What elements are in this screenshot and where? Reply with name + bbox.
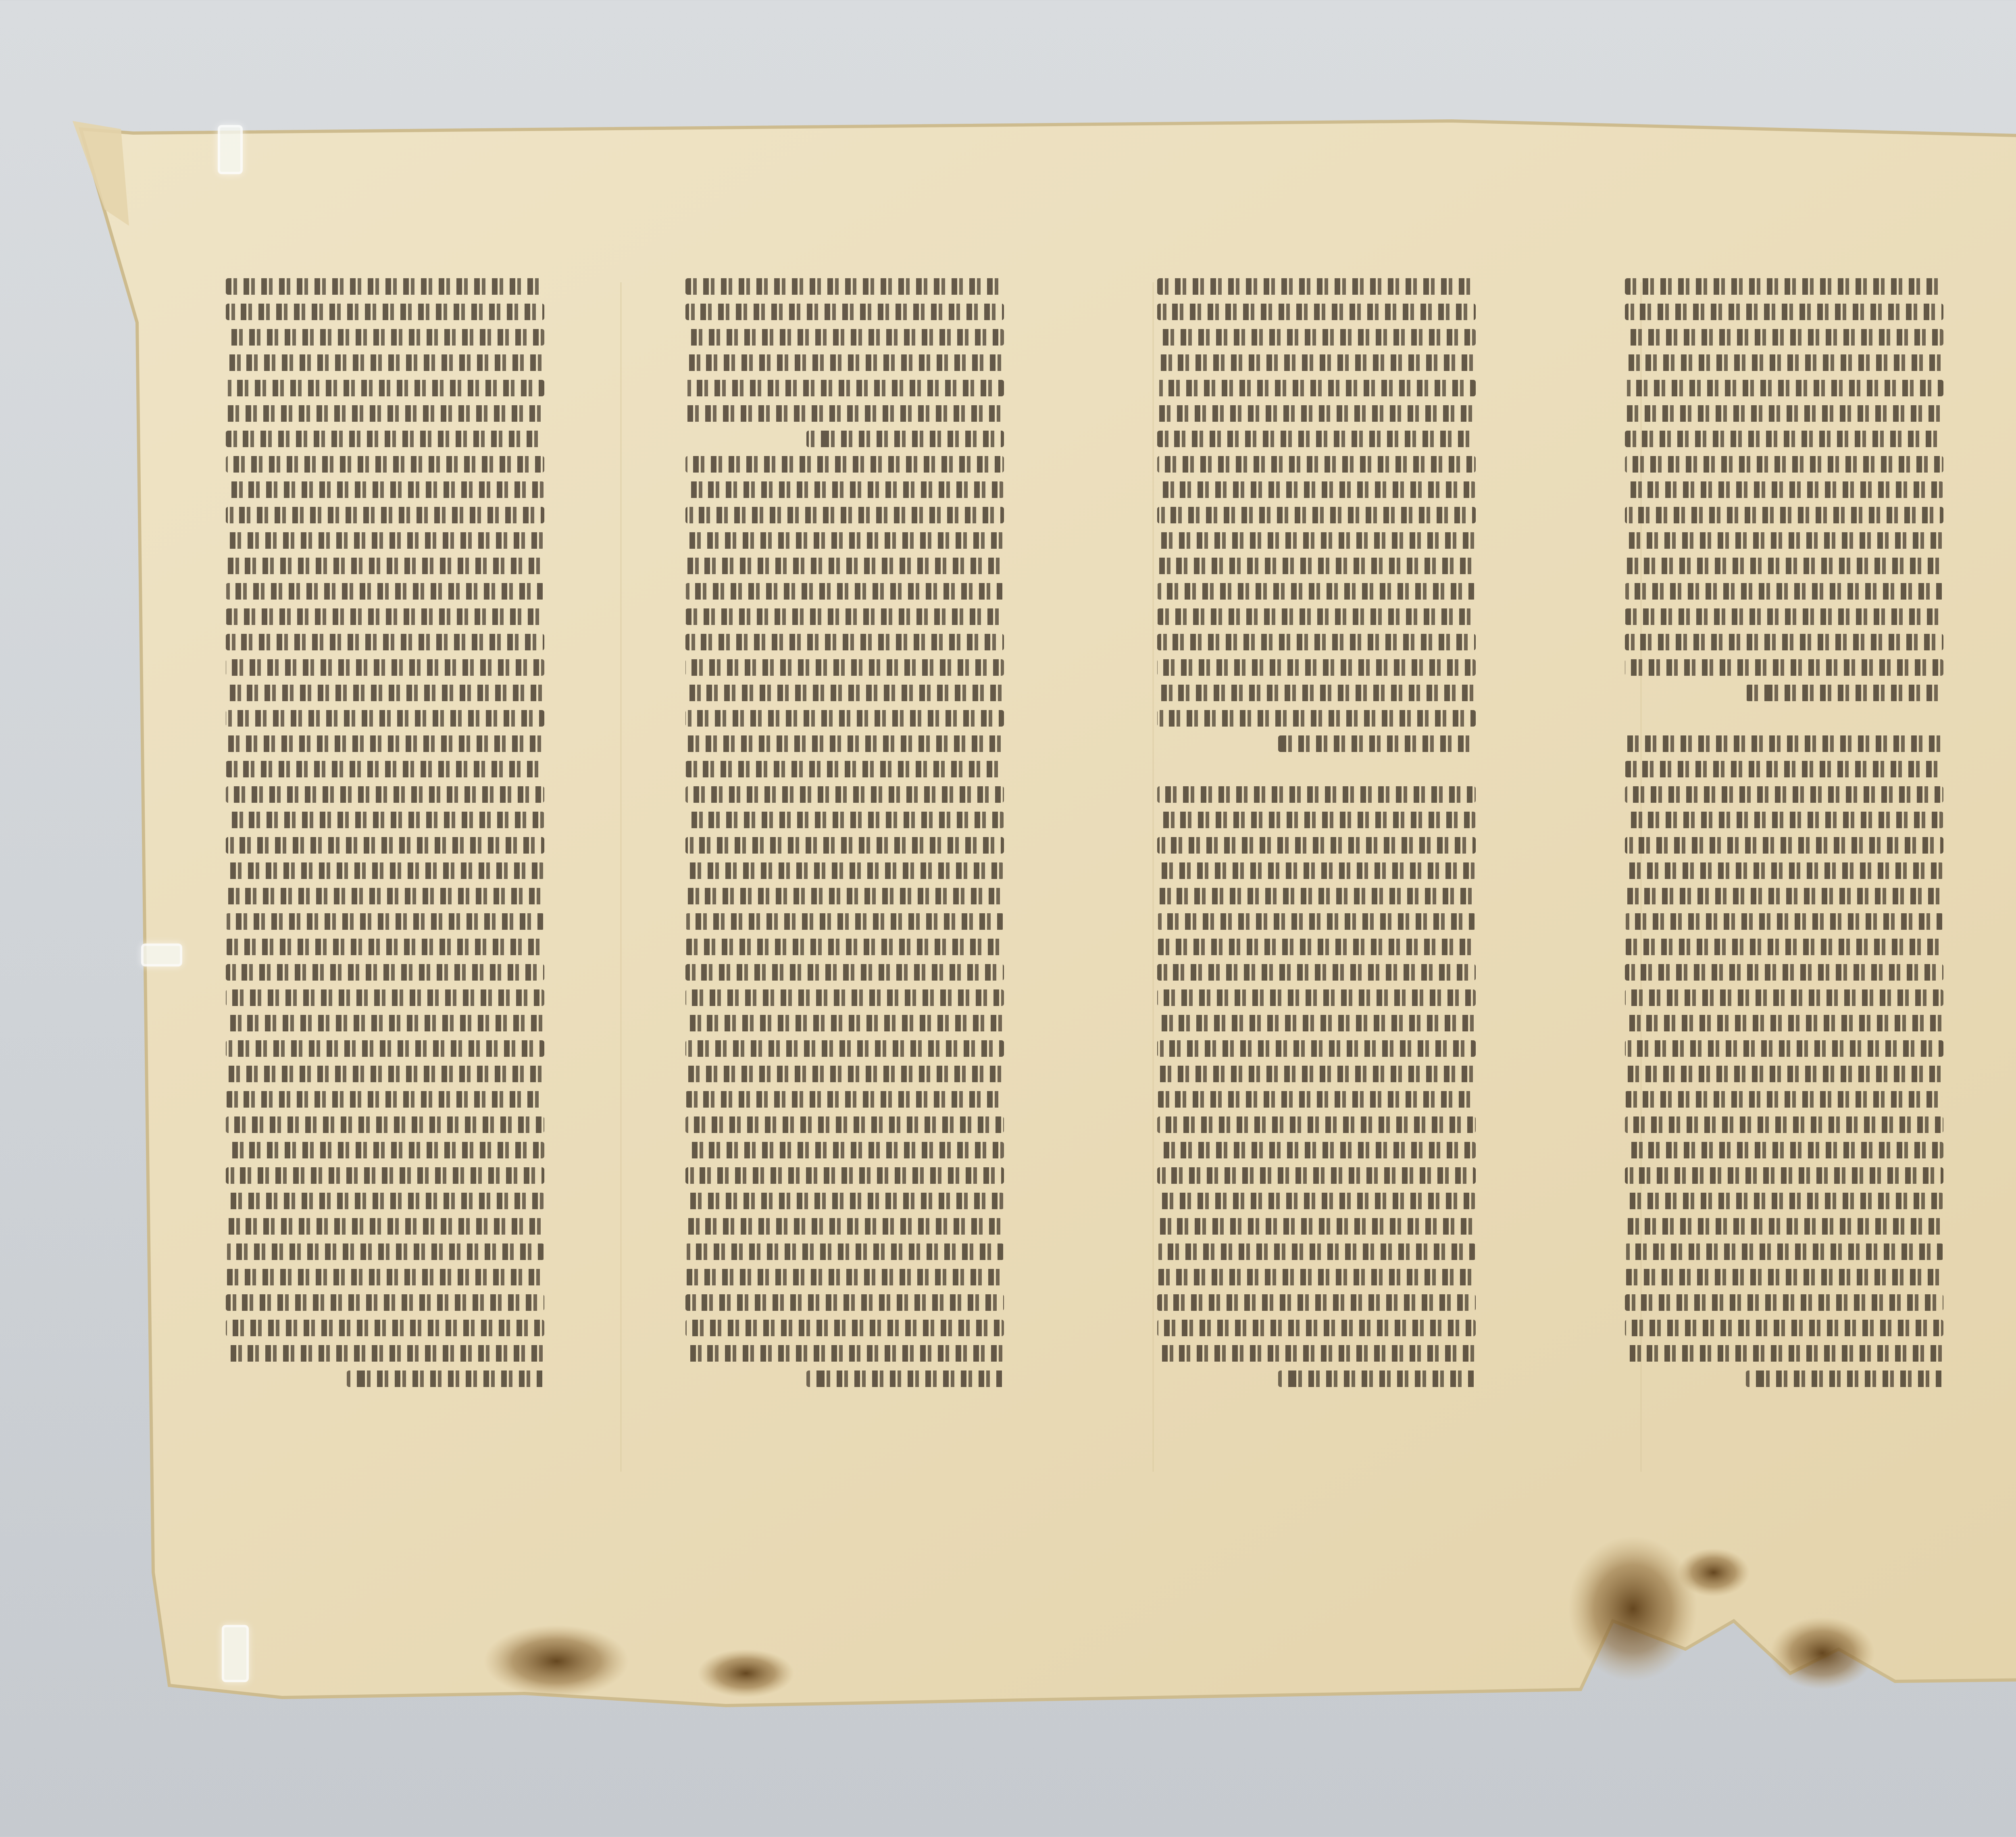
script-line <box>685 862 1004 879</box>
script-line <box>226 685 544 701</box>
script-line <box>1746 685 1943 701</box>
script-line <box>1157 837 1476 854</box>
script-line <box>685 1218 1004 1235</box>
text-column-1 <box>226 278 544 1460</box>
script-line <box>347 1370 544 1387</box>
script-line <box>1625 431 1943 447</box>
script-line <box>685 1167 1004 1184</box>
script-line <box>1625 354 1943 371</box>
script-line <box>1157 1167 1476 1184</box>
script-line <box>226 888 544 904</box>
script-line <box>1625 989 1943 1006</box>
script-line <box>226 405 544 422</box>
script-line <box>685 532 1004 549</box>
script-line <box>226 304 544 320</box>
script-line <box>1157 380 1476 396</box>
script-line <box>685 1142 1004 1158</box>
script-line <box>1625 456 1943 473</box>
script-line <box>1625 1091 1943 1108</box>
script-line <box>1625 608 1943 625</box>
script-line <box>1157 278 1476 295</box>
script-line <box>685 278 1004 295</box>
script-line <box>1625 1116 1943 1133</box>
script-line <box>1746 1370 1943 1387</box>
script-line <box>1625 1015 1943 1031</box>
script-line <box>685 685 1004 701</box>
script-line <box>226 1142 544 1158</box>
script-line <box>685 812 1004 828</box>
script-line <box>226 1193 544 1209</box>
script-line <box>1625 888 1943 904</box>
script-line <box>1157 558 1476 574</box>
script-line <box>1157 1040 1476 1057</box>
script-line <box>1625 761 1943 777</box>
script-line <box>1157 481 1476 498</box>
script-line <box>226 380 544 396</box>
stain <box>1677 1548 1750 1597</box>
text-column-2 <box>685 278 1004 1460</box>
script-line <box>1625 304 1943 320</box>
script-line <box>1157 354 1476 371</box>
text-column-3 <box>1157 278 1476 1460</box>
script-line <box>1157 532 1476 549</box>
script-line <box>1625 1142 1943 1158</box>
script-line <box>685 989 1004 1006</box>
script-line <box>685 1116 1004 1133</box>
script-line <box>685 507 1004 523</box>
script-line <box>226 913 544 930</box>
script-line <box>1278 735 1476 752</box>
script-line <box>685 1193 1004 1209</box>
script-line <box>226 1091 544 1108</box>
script-line <box>226 431 544 447</box>
script-line <box>226 1066 544 1082</box>
script-line <box>226 1116 544 1133</box>
script-line <box>1625 1320 1943 1336</box>
script-line <box>1625 862 1943 879</box>
script-line <box>685 405 1004 422</box>
script-line <box>1157 685 1476 701</box>
script-line <box>685 786 1004 803</box>
script-line <box>685 329 1004 346</box>
script-line <box>226 608 544 625</box>
script-line <box>1157 405 1476 422</box>
script-line <box>1157 1218 1476 1235</box>
script-line <box>685 456 1004 473</box>
script-line <box>685 888 1004 904</box>
script-line <box>1157 1142 1476 1158</box>
script-line <box>226 329 544 346</box>
stain <box>1770 1617 1875 1689</box>
script-line <box>1625 1218 1943 1235</box>
script-line <box>226 1015 544 1031</box>
script-line <box>226 659 544 676</box>
script-line <box>1157 1243 1476 1260</box>
script-line <box>226 278 544 295</box>
script-line <box>226 1167 544 1184</box>
script-line <box>1625 481 1943 498</box>
script-line <box>1625 939 1943 955</box>
script-line <box>1625 964 1943 981</box>
script-line <box>1157 1015 1476 1031</box>
script-line <box>1625 1167 1943 1184</box>
script-line <box>1157 329 1476 346</box>
script-line <box>226 1320 544 1336</box>
script-line <box>1625 1345 1943 1362</box>
stain <box>484 1625 629 1697</box>
script-line <box>1157 1091 1476 1108</box>
script-line <box>226 583 544 600</box>
script-line <box>685 710 1004 727</box>
script-line <box>1625 405 1943 422</box>
script-line <box>1157 659 1476 676</box>
script-line <box>685 1345 1004 1362</box>
script-line <box>226 507 544 523</box>
script-line <box>1625 380 1943 396</box>
mounting-clip <box>222 1625 249 1682</box>
script-line <box>685 735 1004 752</box>
script-line <box>685 659 1004 676</box>
script-line <box>1625 1243 1943 1260</box>
script-line <box>226 558 544 574</box>
script-line <box>226 1218 544 1235</box>
script-line <box>806 1370 1004 1387</box>
script-line <box>1157 1066 1476 1082</box>
script-line <box>1157 1193 1476 1209</box>
script-line <box>226 532 544 549</box>
script-line <box>1625 583 1943 600</box>
script-line <box>685 1243 1004 1260</box>
script-line <box>226 812 544 828</box>
script-line <box>685 304 1004 320</box>
script-line <box>685 634 1004 650</box>
text-column-4 <box>1625 278 1943 1460</box>
script-line <box>226 1040 544 1057</box>
script-line <box>226 837 544 854</box>
script-line <box>1157 431 1476 447</box>
script-line <box>1625 1269 1943 1285</box>
script-line <box>1157 456 1476 473</box>
script-line <box>226 456 544 473</box>
script-line <box>1157 989 1476 1006</box>
script-line <box>685 1091 1004 1108</box>
script-line <box>226 1243 544 1260</box>
script-line <box>1157 1269 1476 1285</box>
script-line <box>1157 1320 1476 1336</box>
script-line <box>1625 659 1943 676</box>
script-line <box>226 786 544 803</box>
script-line <box>1157 304 1476 320</box>
script-line <box>1625 1294 1943 1311</box>
script-line <box>685 1015 1004 1031</box>
script-line <box>1157 761 1476 777</box>
script-line <box>685 761 1004 777</box>
script-line <box>685 608 1004 625</box>
script-line <box>226 634 544 650</box>
script-line <box>226 354 544 371</box>
script-line <box>226 939 544 955</box>
script-line <box>1625 278 1943 295</box>
script-line <box>1625 1040 1943 1057</box>
script-line <box>685 1294 1004 1311</box>
script-line <box>1157 939 1476 955</box>
script-line <box>226 1269 544 1285</box>
script-line <box>685 913 1004 930</box>
script-line <box>1625 329 1943 346</box>
script-line <box>1625 710 1943 727</box>
script-line <box>685 1269 1004 1285</box>
script-line <box>1157 583 1476 600</box>
stain <box>698 1649 794 1697</box>
script-line <box>1157 913 1476 930</box>
script-line <box>685 583 1004 600</box>
script-line <box>1625 1066 1943 1082</box>
torn-corner <box>73 121 129 226</box>
script-line <box>685 837 1004 854</box>
script-line <box>1157 786 1476 803</box>
script-line <box>685 481 1004 498</box>
script-line <box>1625 913 1943 930</box>
script-line <box>226 761 544 777</box>
script-line <box>806 431 1004 447</box>
script-line <box>226 862 544 879</box>
script-line <box>226 710 544 727</box>
script-line <box>226 735 544 752</box>
script-line <box>226 964 544 981</box>
script-line <box>226 1345 544 1362</box>
script-line <box>1278 1370 1476 1387</box>
script-line <box>1157 608 1476 625</box>
script-line <box>685 354 1004 371</box>
script-line <box>1157 812 1476 828</box>
script-line <box>1625 634 1943 650</box>
mounting-clip <box>218 125 243 174</box>
script-line <box>1157 862 1476 879</box>
script-line <box>685 558 1004 574</box>
script-line <box>1625 837 1943 854</box>
script-line <box>1625 812 1943 828</box>
script-line <box>1157 507 1476 523</box>
script-line <box>1157 710 1476 727</box>
script-line <box>1625 735 1943 752</box>
script-line <box>685 1066 1004 1082</box>
script-line <box>1157 888 1476 904</box>
script-line <box>1625 532 1943 549</box>
script-line <box>1157 634 1476 650</box>
script-line <box>1625 558 1943 574</box>
stain <box>1568 1536 1697 1681</box>
script-line <box>226 989 544 1006</box>
script-line <box>1157 964 1476 981</box>
script-line <box>1157 1294 1476 1311</box>
script-line <box>1157 1116 1476 1133</box>
script-line <box>685 964 1004 981</box>
script-line <box>226 481 544 498</box>
script-line <box>685 939 1004 955</box>
script-line <box>1625 1193 1943 1209</box>
script-line <box>685 1040 1004 1057</box>
script-line <box>226 1294 544 1311</box>
script-line <box>1157 1345 1476 1362</box>
script-line <box>685 380 1004 396</box>
script-line <box>1625 786 1943 803</box>
script-line <box>1625 507 1943 523</box>
script-line <box>685 1320 1004 1336</box>
mounting-clip <box>141 943 182 966</box>
